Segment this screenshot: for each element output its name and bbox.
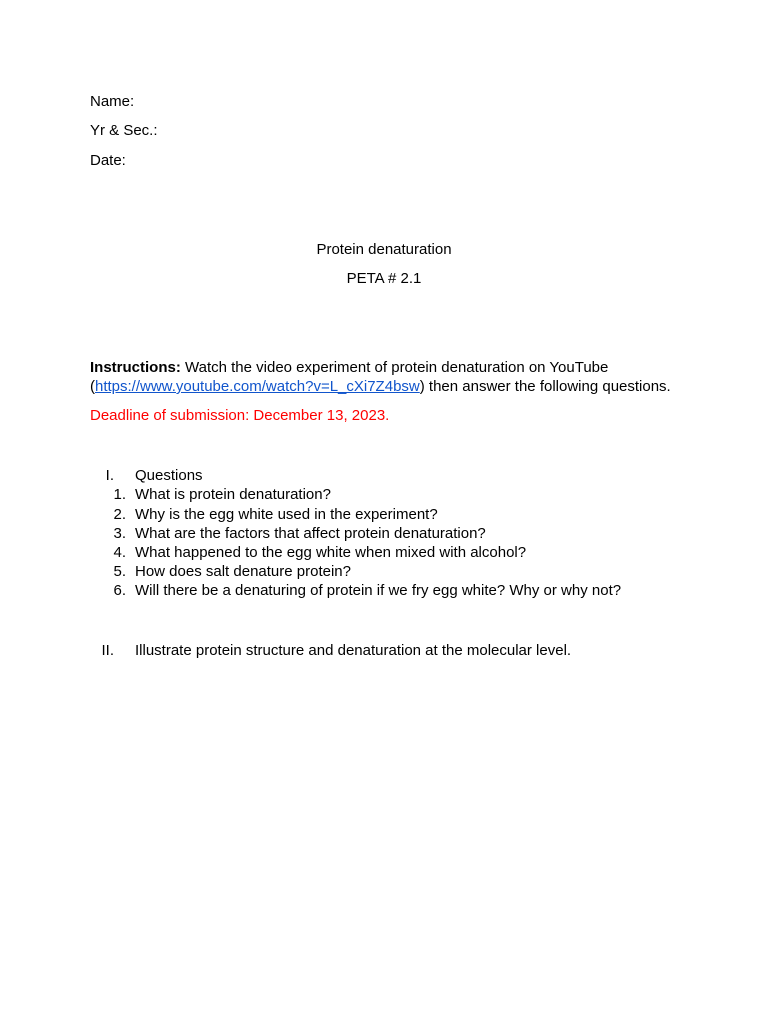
document-title: Protein denaturation xyxy=(316,241,452,258)
question-number: 2. xyxy=(113,506,126,523)
question-text: Why is the egg white used in the experiment? xyxy=(135,506,438,523)
document-subtitle: PETA # 2.1 xyxy=(346,270,422,287)
date-label: Date: xyxy=(90,152,126,169)
section-1-title: Questions xyxy=(135,467,203,484)
instructions-label: Instructions: xyxy=(90,359,181,376)
question-text: What happened to the egg white when mixed with alcohol? xyxy=(135,544,527,561)
deadline-text: Deadline of submission: December 13, 2023. xyxy=(90,407,390,424)
question-text: Will there be a denaturing of protein if we fry egg white? Why or why not? xyxy=(135,582,622,599)
question-text: What are the factors that affect protein denaturation? xyxy=(135,525,486,542)
instructions-text: Watch the video experiment of protein denaturation on YouTube xyxy=(180,359,609,376)
question-number: 6. xyxy=(113,582,126,599)
question-number: 1. xyxy=(113,486,126,503)
section-2-numeral: II. xyxy=(101,642,114,659)
instructions-text-after: ) then answer the following questions. xyxy=(419,378,671,395)
question-number: 3. xyxy=(113,525,126,542)
question-number: 4. xyxy=(113,544,126,561)
question-text: How does salt denature protein? xyxy=(135,563,351,580)
question-number: 5. xyxy=(113,563,126,580)
youtube-link[interactable]: https://www.youtube.com/watch?v=L_cXi7Z4bsw xyxy=(95,378,420,395)
section-1-numeral: I. xyxy=(105,467,114,484)
yr-sec-label: Yr & Sec.: xyxy=(90,122,158,139)
section-2-title: Illustrate protein structure and denaturation at the molecular level. xyxy=(135,642,572,659)
question-text: What is protein denaturation? xyxy=(135,486,331,503)
open-paren: ( xyxy=(90,378,95,395)
instructions-line-2 xyxy=(90,378,671,396)
instructions-line-1 xyxy=(90,359,608,377)
name-label: Name: xyxy=(90,93,135,110)
